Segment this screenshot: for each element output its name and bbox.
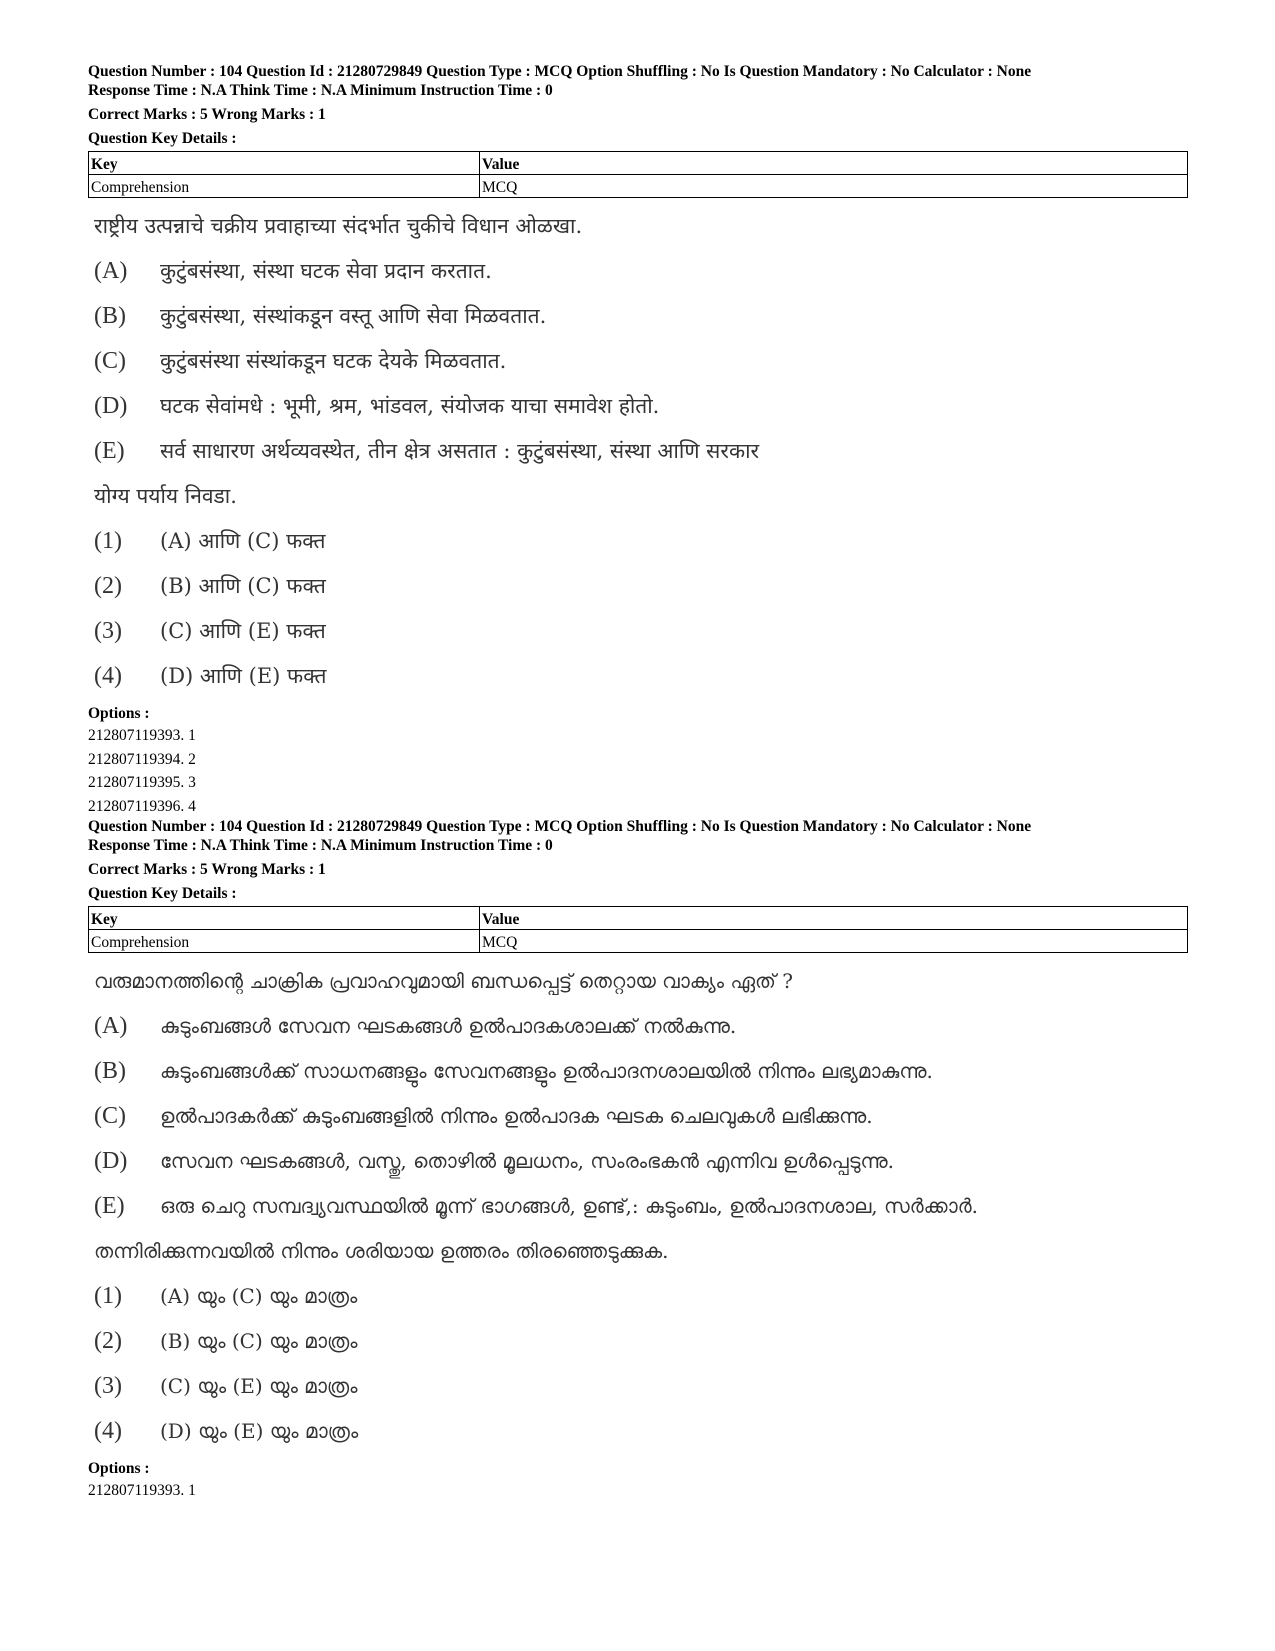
statement-label: (B) — [94, 1058, 126, 1084]
statement-label: (D) — [94, 1148, 128, 1174]
statement-text: സേവന ഘടകങ്ങൾ, വസ്തു, തൊഴിൽ മൂലധനം, സംരംഭകൻ എന്നിവ ഉൾപ്പെടുന്നു. — [160, 1149, 894, 1173]
meta-line-2: Response Time : N.A Think Time : N.A Minimum Instruction Time : 0 — [88, 837, 553, 854]
instruction: തന്നിരിക്കുന്നവയിൽ നിന്നും ശരിയായ ഉത്തരം തിരഞ്ഞെടുക്കുക. — [94, 1239, 669, 1263]
statement-d — [88, 1139, 1188, 1184]
option-item: 212807119396. 4 — [88, 797, 196, 815]
statement-text: കുടുംബങ്ങൾ സേവന ഘടകങ്ങൾ ഉൽപാദകശാലക്ക് നൽകുന്നു. — [160, 1014, 737, 1038]
choice-label: (4) — [94, 663, 122, 689]
value-header: Value — [480, 907, 1188, 930]
statement-label: (A) — [94, 258, 128, 284]
choice-label: (3) — [94, 1373, 122, 1399]
key-details-label: Question Key Details : — [88, 130, 237, 147]
statement-e — [88, 1184, 1188, 1229]
key-cell: Comprehension — [89, 175, 480, 198]
statement-a — [88, 1004, 1188, 1049]
choice-3 — [88, 609, 1188, 654]
option-item: 212807119395. 3 — [88, 774, 196, 791]
question-block-malayalam — [88, 817, 1188, 1503]
value-cell: MCQ — [480, 930, 1188, 953]
choice-label: (4) — [94, 1418, 122, 1444]
choice-text: (C) आणि (E) फक्त — [160, 619, 326, 643]
statement-label: (C) — [94, 1103, 126, 1129]
choice-text: (C) യും (E) യും മാത്രം — [160, 1374, 358, 1398]
meta-line-1: Question Number : 104 Question Id : 21280729849 Question Type : MCQ Option Shuffling : No Is Question Mandatory : No Calculator : None — [88, 818, 1032, 835]
choice-text: (B) യും (C) യും മാത്രം — [160, 1329, 358, 1353]
key-header: Key — [89, 907, 480, 930]
options-label: Options : — [88, 705, 150, 722]
option-item: 212807119394. 2 — [88, 750, 196, 768]
statement-a — [88, 249, 1188, 294]
options-label: Options : — [88, 1460, 150, 1477]
meta-line-2: Response Time : N.A Think Time : N.A Minimum Instruction Time : 0 — [88, 82, 553, 99]
key-header: Key — [89, 152, 480, 175]
table-header-row — [89, 907, 1188, 930]
statement-b — [88, 1049, 1188, 1094]
question-image-text — [88, 959, 1188, 1454]
choice-text: (D) आणि (E) फक्त — [160, 664, 327, 688]
question-image-text — [88, 204, 1188, 699]
statement-label: (E) — [94, 1193, 125, 1219]
choice-4 — [88, 1409, 1188, 1454]
question-meta — [88, 817, 1188, 903]
choice-2 — [88, 564, 1188, 609]
statement-c — [88, 1094, 1188, 1139]
choice-text: (A) आणि (C) फक्त — [160, 529, 326, 553]
choice-1 — [88, 519, 1188, 564]
choice-4 — [88, 654, 1188, 699]
table-row — [89, 930, 1188, 953]
key-details-label: Question Key Details : — [88, 885, 237, 902]
value-header: Value — [480, 152, 1188, 175]
choice-label: (3) — [94, 618, 122, 644]
statement-d — [88, 384, 1188, 429]
statement-b — [88, 294, 1188, 339]
statement-text: ഒരു ചെറു സമ്പദ്വ്യവസ്ഥയിൽ മൂന്ന് ഭാഗങ്ങൾ, ഉണ്ട്,: കുടുംബം, ഉൽപാദനശാല, സർക്കാർ. — [160, 1194, 979, 1218]
meta-line-1: Question Number : 104 Question Id : 21280729849 Question Type : MCQ Option Shuffling : No Is Question Mandatory : No Calculator : None — [88, 63, 1032, 80]
statement-label: (D) — [94, 393, 128, 419]
choice-text: (D) യും (E) യും മാത്രം — [160, 1419, 359, 1443]
key-value-table — [88, 906, 1188, 953]
statement-label: (C) — [94, 348, 126, 374]
statement-label: (E) — [94, 438, 125, 464]
statement-label: (A) — [94, 1013, 128, 1039]
question-stem: വരുമാനത്തിന്റെ ചാക്രിക പ്രവാഹവുമായി ബന്ധപ്പെട്ട് തെറ്റായ വാക്യം ഏത് ? — [94, 969, 793, 993]
statement-text: कुटुंबसंस्था, संस्थांकडून वस्तू आणि सेवा मिळवतात. — [160, 304, 547, 328]
statement-label: (B) — [94, 303, 126, 329]
question-block-marathi — [88, 62, 1188, 818]
value-cell: MCQ — [480, 175, 1188, 198]
question-stem: राष्ट्रीय उत्पन्नाचे चक्रीय प्रवाहाच्या संदर्भात चुकीचे विधान ओळखा. — [94, 214, 583, 238]
choice-text: (A) യും (C) യും മാത്രം — [160, 1284, 358, 1308]
choice-label: (1) — [94, 528, 122, 554]
choice-label: (1) — [94, 1283, 122, 1309]
statement-e — [88, 429, 1188, 474]
table-header-row — [89, 152, 1188, 175]
statement-text: ഉൽപാദകർക്ക് കുടുംബങ്ങളിൽ നിന്നും ഉൽപാദക ഘടക ചെലവുകൾ ലഭിക്കുന്നു. — [160, 1104, 873, 1128]
key-cell: Comprehension — [89, 930, 480, 953]
choice-3 — [88, 1364, 1188, 1409]
statement-text: सर्व साधारण अर्थव्यवस्थेत, तीन क्षेत्र असतात : कुटुंबसंस्था, संस्था आणि सरकार — [160, 439, 760, 463]
instruction: योग्य पर्याय निवडा. — [94, 484, 237, 508]
statement-text: कुटुंबसंस्था संस्थांकडून घटक देयके मिळवतात. — [160, 349, 507, 373]
choice-1 — [88, 1274, 1188, 1319]
question-meta — [88, 62, 1188, 148]
marks-line: Correct Marks : 5 Wrong Marks : 1 — [88, 106, 326, 123]
option-item: 212807119393. 1 — [88, 727, 196, 744]
choice-2 — [88, 1319, 1188, 1364]
choice-label: (2) — [94, 1328, 122, 1354]
choice-text: (B) आणि (C) फक्त — [160, 574, 326, 598]
marks-line: Correct Marks : 5 Wrong Marks : 1 — [88, 861, 326, 878]
statement-c — [88, 339, 1188, 384]
option-item: 212807119393. 1 — [88, 1482, 196, 1499]
statement-text: घटक सेवांमधे : भूमी, श्रम, भांडवल, संयोजक याचा समावेश होतो. — [160, 394, 660, 418]
table-row — [89, 175, 1188, 198]
statement-text: कुटुंबसंस्था, संस्था घटक सेवा प्रदान करतात. — [160, 259, 492, 283]
choice-label: (2) — [94, 573, 122, 599]
key-value-table — [88, 151, 1188, 198]
statement-text: കുടുംബങ്ങൾക്ക് സാധനങ്ങളും സേവനങ്ങളും ഉൽപാദനശാലയിൽ നിന്നും ലഭ്യമാകുന്നു. — [160, 1059, 933, 1083]
